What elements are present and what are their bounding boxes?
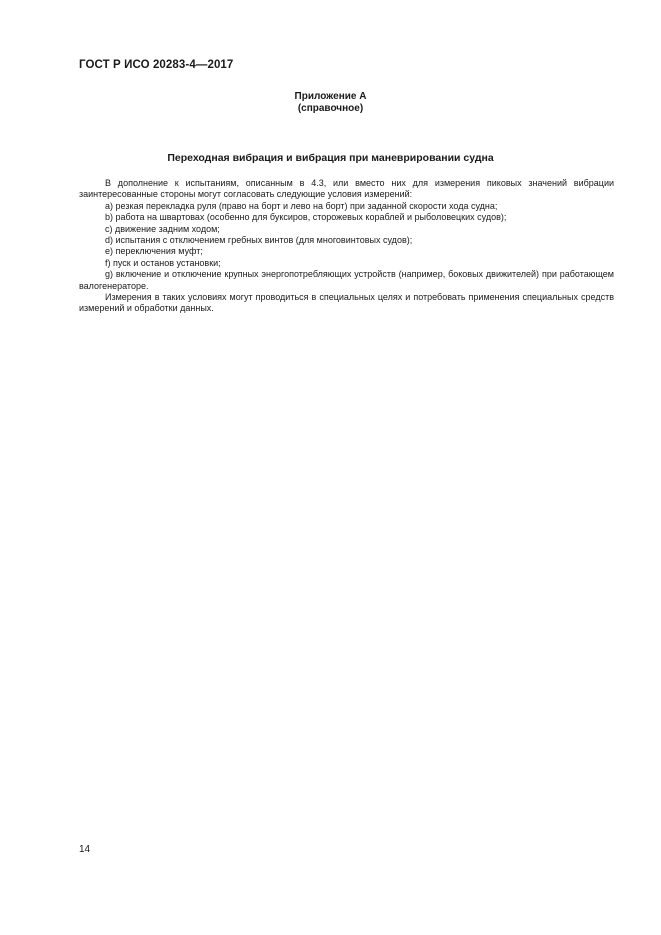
page-number: 14 bbox=[79, 844, 91, 855]
section-title: Переходная вибрация и вибрация при маневрировании судна bbox=[167, 152, 494, 164]
body-text bbox=[79, 178, 614, 315]
annex-status: (справочное) bbox=[297, 103, 364, 114]
annex-heading bbox=[0, 91, 661, 115]
list-item-a: a) резкая перекладка руля (право на борт и лево на борт) при заданной скорости хода судна; bbox=[105, 200, 498, 211]
intro-paragraph: В дополнение к испытаниям, описанным в 4.3, или вместо них для измерения пиковых значений вибрации заинтересованные стороны могут согласовать следующие условия измерений: bbox=[79, 178, 614, 200]
document-header: ГОСТ Р ИСО 20283-4—2017 bbox=[79, 59, 234, 71]
list-item-c: c) движение задним ходом; bbox=[105, 223, 220, 234]
list-item-f: f) пуск и останов установки; bbox=[105, 257, 221, 268]
list-item-g: g) включение и отключение крупных энергопотребляющих устройств (например, боковых движителей) при работающем валогенераторе. bbox=[79, 269, 614, 291]
list-item-d: d) испытания с отключением гребных винтов (для многовинтовых судов); bbox=[105, 235, 413, 246]
annex-title: Приложение А bbox=[294, 91, 367, 102]
list-item-b: b) работа на швартовах (особенно для буксиров, сторожевых кораблей и рыболовецких судов); bbox=[105, 212, 507, 223]
list-item-e: e) переключения муфт; bbox=[105, 246, 203, 257]
closing-paragraph: Измерения в таких условиях могут проводиться в специальных целях и потребовать применения специальных средств измерений и обработки данных. bbox=[79, 292, 614, 314]
